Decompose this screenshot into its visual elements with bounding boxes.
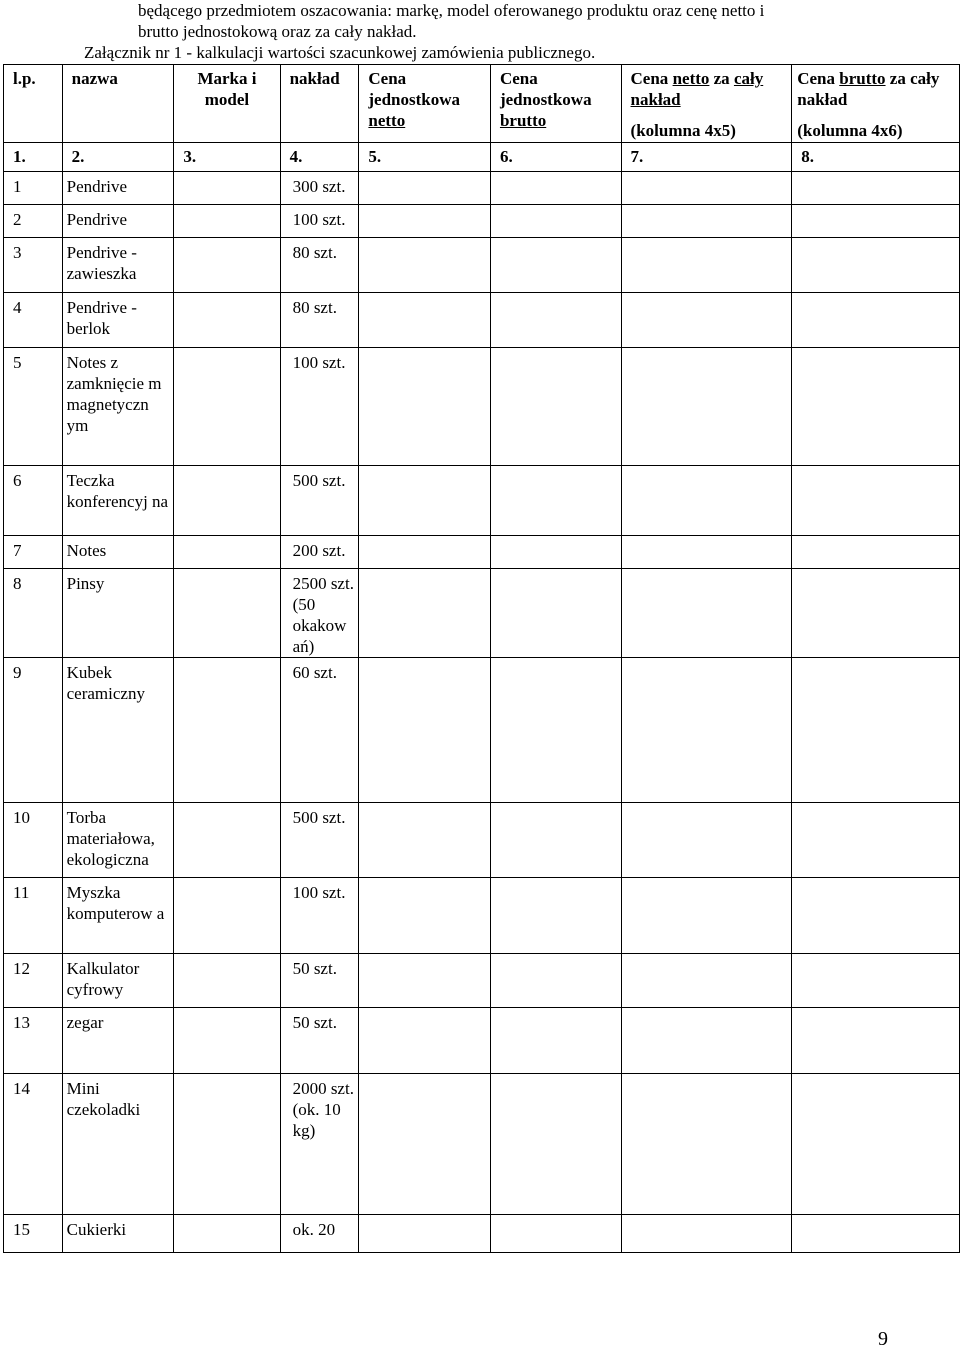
cell-empty xyxy=(490,1008,621,1074)
cell-nazwa: Pendrive xyxy=(62,205,174,238)
cell-nazwa: Kalkulator cyfrowy xyxy=(62,954,174,1008)
cell-empty xyxy=(621,536,792,569)
column-number: 2. xyxy=(62,143,174,172)
cell-naklad: 2000 szt.(ok. 10 kg) xyxy=(280,1074,359,1215)
cell-naklad: ok. 20 xyxy=(280,1215,359,1253)
cell-empty xyxy=(792,466,960,536)
cell-empty xyxy=(621,172,792,205)
cell-empty xyxy=(490,172,621,205)
table-row xyxy=(4,658,960,803)
cell-naklad: 500 szt. xyxy=(280,803,359,878)
table-row xyxy=(4,803,960,878)
intro-line-1: będącego przedmiotem oszacowania: markę, model oferowanego produktu oraz cenę netto i xyxy=(138,1,765,20)
cell-lp: 1 xyxy=(4,172,63,205)
table-row xyxy=(4,569,960,658)
header-marka: Marka i model xyxy=(174,65,280,143)
cell-naklad: 50 szt. xyxy=(280,1008,359,1074)
cell-empty xyxy=(174,348,280,466)
cell-empty xyxy=(174,1074,280,1215)
cell-empty xyxy=(490,238,621,293)
cell-empty xyxy=(174,569,280,658)
cell-empty xyxy=(792,658,960,803)
header-row xyxy=(4,65,960,143)
cell-empty xyxy=(359,172,491,205)
cell-empty xyxy=(792,803,960,878)
cell-empty xyxy=(621,569,792,658)
cell-empty xyxy=(621,1215,792,1253)
cell-lp: 15 xyxy=(4,1215,63,1253)
column-number: 7. xyxy=(621,143,792,172)
cell-empty xyxy=(359,205,491,238)
cell-empty xyxy=(792,1008,960,1074)
table-row xyxy=(4,954,960,1008)
cell-empty xyxy=(490,205,621,238)
cell-nazwa: Notes z zamknięcie m magnetyczn ym xyxy=(62,348,174,466)
cell-lp: 5 xyxy=(4,348,63,466)
cell-naklad: 60 szt. xyxy=(280,658,359,803)
attachment-title: Załącznik nr 1 - kalkulacji wartości szacunkowej zamówienia publicznego. xyxy=(84,43,596,62)
cell-lp: 10 xyxy=(4,803,63,878)
cell-empty xyxy=(792,205,960,238)
column-number: 8. xyxy=(792,143,960,172)
cell-naklad: 50 szt. xyxy=(280,954,359,1008)
cell-nazwa: Mini czekoladki xyxy=(62,1074,174,1215)
cell-empty xyxy=(174,658,280,803)
cell-empty xyxy=(621,293,792,348)
cell-nazwa: zegar xyxy=(62,1008,174,1074)
header-cena-brutto: Cena jednostkowa brutto xyxy=(490,65,621,143)
cell-empty xyxy=(359,658,491,803)
cell-empty xyxy=(490,878,621,954)
cell-empty xyxy=(174,878,280,954)
cell-nazwa: Pendrive xyxy=(62,172,174,205)
table-row xyxy=(4,536,960,569)
cell-empty xyxy=(174,1008,280,1074)
table-body xyxy=(4,172,960,1253)
cell-empty xyxy=(792,1215,960,1253)
table-row xyxy=(4,1215,960,1253)
cell-empty xyxy=(174,238,280,293)
intro-line-2: brutto jednostokową oraz za cały nakład. xyxy=(138,22,417,41)
header-nazwa: nazwa xyxy=(62,65,174,143)
table-row xyxy=(4,238,960,293)
cell-empty xyxy=(490,954,621,1008)
cell-empty xyxy=(621,803,792,878)
cell-empty xyxy=(359,348,491,466)
header-lp: l.p. xyxy=(4,65,63,143)
table-row xyxy=(4,172,960,205)
cost-estimate-table xyxy=(3,64,960,1253)
cell-empty xyxy=(174,466,280,536)
table-row xyxy=(4,878,960,954)
cell-empty xyxy=(359,954,491,1008)
header-netto-caly: Cena netto za cały nakład (kolumna 4x5) xyxy=(621,65,792,143)
cell-empty xyxy=(359,238,491,293)
column-number: 1. xyxy=(4,143,63,172)
cell-empty xyxy=(621,238,792,293)
cell-empty xyxy=(792,1074,960,1215)
cell-nazwa: Notes xyxy=(62,536,174,569)
cell-nazwa: Pinsy xyxy=(62,569,174,658)
cell-lp: 14 xyxy=(4,1074,63,1215)
header-brutto-caly: Cena brutto za cały nakład (kolumna 4x6) xyxy=(792,65,960,143)
cell-empty xyxy=(490,536,621,569)
cell-nazwa: Cukierki xyxy=(62,1215,174,1253)
cell-empty xyxy=(359,803,491,878)
cell-empty xyxy=(359,293,491,348)
cell-naklad: 100 szt. xyxy=(280,878,359,954)
table-row xyxy=(4,293,960,348)
column-number: 3. xyxy=(174,143,280,172)
cell-empty xyxy=(792,293,960,348)
cell-empty xyxy=(621,205,792,238)
cell-empty xyxy=(621,658,792,803)
cell-empty xyxy=(621,1008,792,1074)
cell-empty xyxy=(792,238,960,293)
cell-nazwa: Kubek ceramiczny xyxy=(62,658,174,803)
cell-naklad: 80 szt. xyxy=(280,293,359,348)
column-number: 5. xyxy=(359,143,491,172)
cell-empty xyxy=(174,293,280,348)
cell-empty xyxy=(490,293,621,348)
cell-empty xyxy=(490,803,621,878)
table-row xyxy=(4,348,960,466)
cell-lp: 7 xyxy=(4,536,63,569)
column-number: 4. xyxy=(280,143,359,172)
cell-empty xyxy=(621,466,792,536)
cell-empty xyxy=(621,878,792,954)
header-cena-netto: Cena jednostkowa netto xyxy=(359,65,491,143)
cell-empty xyxy=(359,1008,491,1074)
cell-lp: 8 xyxy=(4,569,63,658)
cell-empty xyxy=(792,569,960,658)
cell-empty xyxy=(359,466,491,536)
cell-empty xyxy=(490,466,621,536)
cell-lp: 2 xyxy=(4,205,63,238)
cell-empty xyxy=(359,878,491,954)
cell-naklad: 100 szt. xyxy=(280,205,359,238)
cell-empty xyxy=(792,954,960,1008)
cell-empty xyxy=(792,172,960,205)
cell-lp: 11 xyxy=(4,878,63,954)
cell-nazwa: Pendrive - berlok xyxy=(62,293,174,348)
table-row xyxy=(4,1008,960,1074)
cell-naklad: 300 szt. xyxy=(280,172,359,205)
cell-empty xyxy=(792,348,960,466)
cell-empty xyxy=(621,1074,792,1215)
cell-lp: 13 xyxy=(4,1008,63,1074)
cell-empty xyxy=(174,536,280,569)
cell-empty xyxy=(174,205,280,238)
cell-naklad: 100 szt. xyxy=(280,348,359,466)
cell-empty xyxy=(490,569,621,658)
cell-lp: 12 xyxy=(4,954,63,1008)
cell-empty xyxy=(490,1074,621,1215)
cell-empty xyxy=(792,878,960,954)
cell-empty xyxy=(490,1215,621,1253)
column-number: 6. xyxy=(490,143,621,172)
cell-nazwa: Teczka konferencyj na xyxy=(62,466,174,536)
cell-naklad: 2500 szt. (50 okakow ań) xyxy=(280,569,359,658)
cell-empty xyxy=(621,954,792,1008)
header-naklad: nakład xyxy=(280,65,359,143)
cell-naklad: 500 szt. xyxy=(280,466,359,536)
cell-lp: 4 xyxy=(4,293,63,348)
cell-naklad: 200 szt. xyxy=(280,536,359,569)
cell-empty xyxy=(792,536,960,569)
cell-nazwa: Torba materiałowa, ekologiczna xyxy=(62,803,174,878)
page-number: 9 xyxy=(878,1328,888,1350)
table-row xyxy=(4,1074,960,1215)
cell-empty xyxy=(490,658,621,803)
cell-nazwa: Myszka komputerow a xyxy=(62,878,174,954)
cell-lp: 9 xyxy=(4,658,63,803)
cell-naklad: 80 szt. xyxy=(280,238,359,293)
column-number-row xyxy=(4,143,960,172)
cell-empty xyxy=(359,1074,491,1215)
cell-empty xyxy=(174,172,280,205)
cell-lp: 3 xyxy=(4,238,63,293)
table-row xyxy=(4,466,960,536)
table-row xyxy=(4,205,960,238)
cell-nazwa: Pendrive - zawieszka xyxy=(62,238,174,293)
cell-empty xyxy=(490,348,621,466)
cell-empty xyxy=(359,569,491,658)
cell-lp: 6 xyxy=(4,466,63,536)
cell-empty xyxy=(621,348,792,466)
cell-empty xyxy=(174,1215,280,1253)
cell-empty xyxy=(174,954,280,1008)
cell-empty xyxy=(174,803,280,878)
cell-empty xyxy=(359,536,491,569)
cell-empty xyxy=(359,1215,491,1253)
